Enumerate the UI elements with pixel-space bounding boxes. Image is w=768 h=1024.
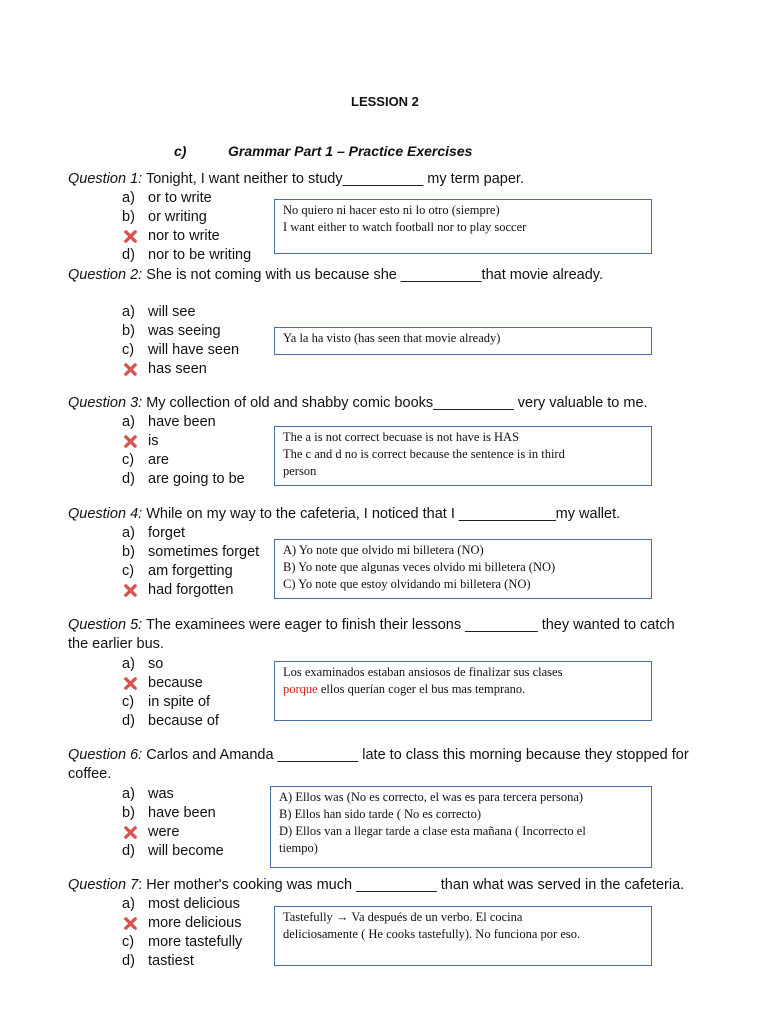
question-4: Question 4: While on my way to the cafeteria, I noticed that I ____________my wallet. [68,506,621,522]
x-mark-icon [123,362,138,377]
question-5-line2: the earlier bus. [68,636,164,652]
page-title: LESSION 2 [351,94,419,109]
note-box-5: Los examinados estaban ansiosos de finalizar sus clases porque ellos querían coger el bus mas temprano. [274,661,652,721]
question-1: Question 1: Tonight, I want neither to study__________ my term paper. [68,171,524,187]
x-mark-icon [123,229,138,244]
note-box-6: A) Ellos was (No es correcto, el was es para tercera persona) B) Ellos han sido tarde ( No es correcto) D) Ellos van a llegar tarde a clase esta mañana ( Incorrecto el tiempo) [270,786,652,868]
highlighted-word: porque [283,682,318,696]
question-6: Question 6: Carlos and Amanda __________ late to class this morning because they stopped for [68,747,689,763]
question-6-line2: coffee. [68,766,112,782]
question-7: Question 7: Her mother's cooking was much __________ than what was served in the cafeteria. [68,877,685,893]
x-mark-icon [123,434,138,449]
note-box-1: No quiero ni hacer esto ni lo otro (siempre) I want either to watch football nor to play soccer [274,199,652,254]
x-mark-icon [123,676,138,691]
note-box-2: Ya la ha visto (has seen that movie already) [274,327,652,355]
note-box-3: The a is not correct becuase is not have is HAS The c and d no is correct because the sentence is in third person [274,426,652,486]
section-title: Grammar Part 1 – Practice Exercises [228,143,473,159]
note-box-7: Tastefully → Va después de un verbo. El cocina deliciosamente ( He cooks tastefully). No funciona por eso. [274,906,652,966]
note-box-4: A) Yo note que olvido mi billetera (NO) B) Yo note que algunas veces olvido mi billetera (NO) C) Yo note que estoy olvidando mi billetera (NO) [274,539,652,599]
question-3: Question 3: My collection of old and shabby comic books__________ very valuable to me. [68,395,648,411]
x-mark-icon [123,825,138,840]
section-letter: c) [174,143,187,159]
x-mark-icon [123,583,138,598]
question-5: Question 5: The examinees were eager to finish their lessons _________ they wanted to catch [68,617,675,633]
x-mark-icon [123,916,138,931]
question-2: Question 2: She is not coming with us because she __________that movie already. [68,267,603,283]
